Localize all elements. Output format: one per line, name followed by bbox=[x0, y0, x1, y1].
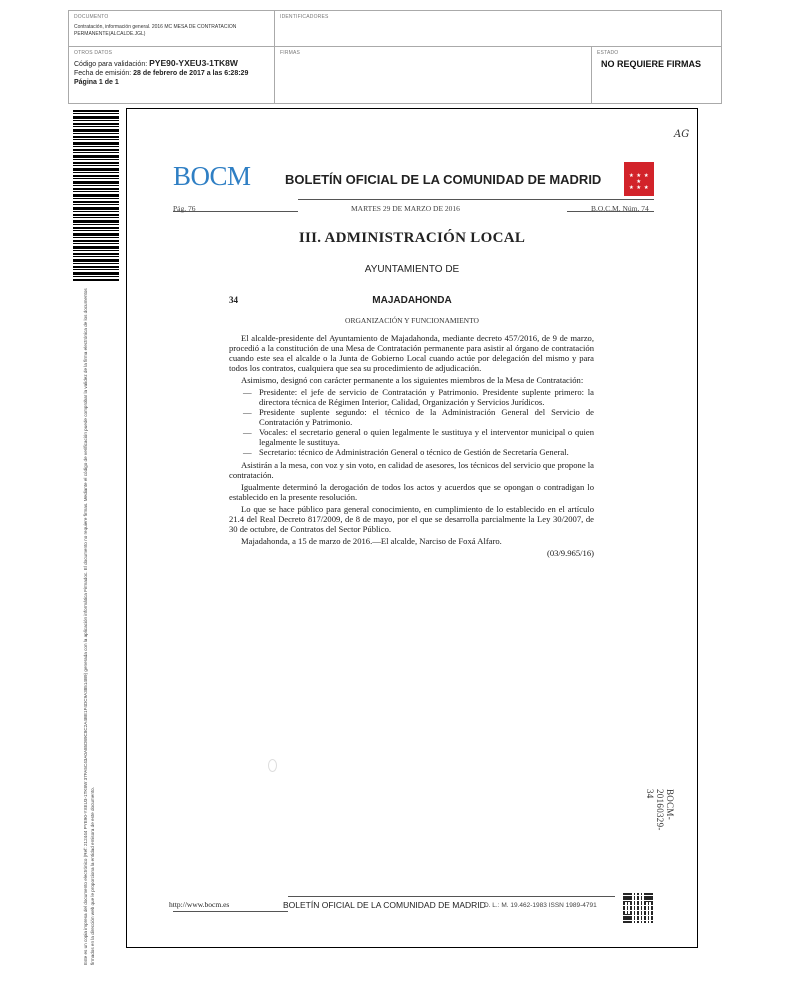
handwritten-note: AG bbox=[674, 129, 690, 140]
barcode-image bbox=[73, 110, 119, 282]
list-item: — Presidente: el jefe de servicio de Contratación y Patrimonio. Presidente suplente primero: la directora técnica de Régimen Interior, Calidad, Organización y Servicios Jurídicos. bbox=[229, 387, 594, 407]
identificadores-cell bbox=[275, 11, 721, 47]
footer-rule-left bbox=[173, 911, 288, 912]
page-number: Pág. 76 bbox=[173, 204, 196, 213]
municipality-name: MAJADAHONDA bbox=[372, 295, 452, 306]
list-item: — Secretario: técnico de Administración General o técnico de Gestión de Secretaría General. bbox=[229, 447, 594, 457]
vertical-bocm-code: BOCM-20160329-34 bbox=[645, 789, 675, 831]
paragraph: Asistirán a la mesa, con voz y sin voto, en calidad de asesores, los técnicos del servicio que propone la contratación. bbox=[229, 460, 594, 480]
list-item: — Vocales: el secretario general o quien legalmente le sustituya y el interventor municipal o quien legalmente le sustituya. bbox=[229, 427, 594, 447]
documento-label: DOCUMENTO bbox=[74, 14, 109, 20]
pagina-value: Página 1 de 1 bbox=[74, 79, 119, 86]
documento-value: Contratación, información general. 2016 MC MESA DE CONTRATACION PERMANENTE(ALCALDE.JGL) bbox=[74, 24, 237, 37]
otros-datos-label: OTROS DATOS bbox=[74, 50, 113, 56]
subject-heading: ORGANIZACIÓN Y FUNCIONAMIENTO bbox=[345, 316, 479, 325]
firmas-label: FIRMAS bbox=[280, 50, 301, 56]
codigo-label: Código para validación: bbox=[74, 61, 148, 68]
ayuntamiento-label: AYUNTAMIENTO DE bbox=[364, 264, 460, 275]
signature-line: Majadahonda, a 15 de marzo de 2016.—El alcalde, Narciso de Foxá Alfaro. bbox=[241, 536, 502, 546]
announcement-body bbox=[229, 333, 594, 558]
issue-date: MARTES 29 DE MARZO DE 2016 bbox=[351, 204, 460, 213]
documento-cell bbox=[69, 11, 275, 47]
reference-code: (03/9.965/16) bbox=[546, 548, 594, 558]
firmas-cell bbox=[275, 47, 592, 103]
footer-url: http://www.bocm.es bbox=[169, 900, 230, 909]
estado-value: NO REQUIERE FIRMAS bbox=[601, 59, 702, 69]
estado-label: ESTADO bbox=[597, 50, 619, 56]
footer-title: BOLETÍN OFICIAL DE LA COMUNIDAD DE MADRID bbox=[283, 900, 486, 910]
identificadores-label: IDENTIFICADORES bbox=[280, 14, 329, 20]
paragraph: El alcalde-presidente del Ayuntamiento de Majadahonda, mediante decreto 457/2016, de 9 de marzo, procedió a la constitución de una Mesa de Contratación permanente para asistir al órgano de contratación cuando este sea el alcalde o la Junta de Gobierno Local cuando actúe por delegación del mismo y para todos los contratos, cualquiera que sea su procedimiento de adjudicación. bbox=[229, 333, 594, 373]
issue-number: B.O.C.M. Núm. 74 bbox=[591, 204, 649, 213]
madrid-flag-icon: ★ ★ ★ ★ ★ ★ ★ bbox=[624, 162, 654, 196]
punch-hole bbox=[268, 759, 277, 772]
scanned-page bbox=[126, 108, 698, 948]
section-title: III. ADMINISTRACIÓN LOCAL bbox=[298, 230, 526, 246]
header-rule-top bbox=[298, 199, 654, 200]
footer-legal-deposit: D. L.: M. 19.462-1983 ISSN 1989-4791 bbox=[484, 902, 597, 909]
fecha-label: Fecha de emisión: bbox=[74, 70, 132, 77]
fecha-value: 28 de febrero de 2017 a las 6:28:29 bbox=[133, 70, 249, 77]
paragraph: Igualmente determinó la derogación de todos los actos y acuerdos que se opongan o contradigan lo establecido en la presente resolución. bbox=[229, 482, 594, 502]
otros-datos-cell bbox=[69, 47, 275, 103]
members-list bbox=[229, 387, 594, 457]
document-header bbox=[68, 10, 722, 104]
paragraph: Asimismo, designó con carácter permanente a los siguientes miembros de la Mesa de Contratación: bbox=[241, 375, 584, 385]
announcement-number: 34 bbox=[229, 295, 238, 305]
verification-side-text: Este es un copia impresa del documento electrónico (Ref: 212444 PYE90-YXEU3-1TK8W 37FA5C43A0A85D89C8C2A4BE1F4DC9A38514B9) generada con la aplicación informática Firmadoc. El documento no requiere firmas. Mediante el código de verificación puede comprobar la validez de la firma electrónica de los documentos firmados en la dirección web que le proporciona la entidad emisora de este documento. bbox=[83, 288, 95, 965]
bulletin-title: BOLETÍN OFICIAL DE LA COMUNIDAD DE MADRID bbox=[285, 172, 602, 187]
footer-rule-top bbox=[288, 896, 615, 897]
estado-cell bbox=[592, 47, 721, 103]
codigo-value: PYE90-YXEU3-1TK8W bbox=[149, 58, 238, 68]
list-item: — Presidente suplente segundo: el técnico de la Administración General del Servicio de Contratación y Patrimonio. bbox=[229, 407, 594, 427]
bocm-logo: BOCM bbox=[173, 161, 251, 191]
qr-code-icon bbox=[623, 893, 653, 923]
paragraph: Lo que se hace público para general conocimiento, en cumplimiento de lo establecido en el artículo 21.4 del Real Decreto 817/2009, de 8 de mayo, por el que se desarrolla parcialmente la Ley 30/2007, de 30 de octubre, de Contratos del Sector Público. bbox=[229, 504, 594, 534]
